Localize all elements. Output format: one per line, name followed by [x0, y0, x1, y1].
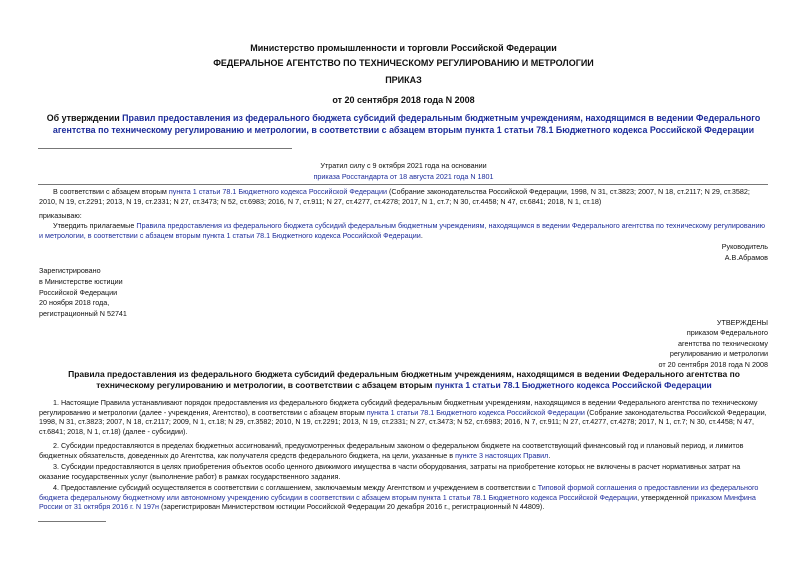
rules-title — [44, 369, 764, 391]
approve-prefix: Утвердить прилагаемые — [53, 221, 137, 230]
item-4-order-link[interactable]: приказом Минфина России от 31 октября 2016 г. N 197н — [39, 492, 756, 512]
document-type: ПРИКАЗ — [385, 75, 422, 85]
approve-end: . — [420, 230, 423, 240]
item-1-rest: (Собрание законодательства Российской Федерации, 1998, N 31, ст.3823; 2007, N 18, ст.2117; 2009, N 1, ст.18; N 29, ст.3582; 2010, N 19, ст.2291; 2013, N 19, ст.2331; N 27, ст.3473; N 52, ст.6983; 2016, N 7, ст.911; N 27, ст.4277, ст.4278; 2017, N 1, ст.7; N 30, ст.4458; N 47, ст.6841; 2018, N 1, ст.18) (далее - субсидии). — [39, 407, 767, 436]
divider-status — [38, 184, 768, 185]
item-1-link[interactable]: пункта 1 статьи 78.1 Бюджетного кодекса Российской Федерации — [366, 407, 585, 417]
order-word: приказываю: — [39, 211, 82, 220]
item-2-link[interactable]: пункте 3 настоящих Правил — [455, 450, 549, 460]
document-title — [32, 112, 775, 136]
approved-line: УТВЕРЖДЕНЫ — [716, 318, 768, 327]
registration-block — [39, 266, 259, 320]
item-4-prefix: 4. Предоставление субсидий осуществляется в соответствии с соглашением, заключаемым между Агентством и учреждением в соответствии с — [53, 483, 538, 492]
rules-item-2 — [39, 441, 769, 460]
approved-block — [528, 318, 768, 370]
item-4-mid: , утвержденной — [637, 492, 691, 502]
preamble-rest: (Собрание законодательства Российской Федерации, 1998, N 31, ст.3823; 2007, N 18, ст.2117; N 29, ст.3582; 2010, N 19, ст.2291; 2013, N 19, ст.2331; N 27, ст.3473; N 52, ст.6983; 2016, N 7, ст.911; N 27, ст.4277, ст.4278; 2017, N 1, ст.7; N 30, ст.4458; N 47, ст.6841; 2018, N 1, ст.18) — [39, 187, 750, 206]
title-prefix: Об утверждении — [46, 113, 123, 123]
item-1-prefix: 1. Настоящие Правила устанавливают порядок предоставления из федерального бюджета субсидий федеральным бюджетным учреждениям, находящимся в ведении Федерального агентства по техническому регулированию и метрологии (далее - учреждения, Агентство), в соответствии с абзацем вторым — [39, 398, 758, 417]
approve-rules-link[interactable]: Правила предоставления из федерального бюджета субсидий федеральным бюджетным учреждениям, находящимся в ведении Федерального агентства по техническому регулированию и метрологии, в соответствии с абзацем вторым пункта 1 статьи 78.1 Бюджетного кодекса Российской Федерации — [39, 221, 765, 240]
status-line: Утратил силу с 9 октября 2021 года на основании — [320, 161, 487, 170]
item-4-rest: (зарегистрирован Министерством юстиции Российской Федерации 20 декабря 2016 г., регистрационный N 44809) — [159, 502, 543, 512]
rules-title-link[interactable]: пункта 1 статьи 78.1 Бюджетного кодекса Российской Федерации — [434, 380, 712, 390]
title-rules-link[interactable]: Правил предоставления из федерального бюджета субсидий федеральным бюджетным учреждениям, находящимся в ведении Федерального агентства по техническому регулированию и метрологии, в соответствии с абзацем вторым пункта 1 статьи 78.1 Бюджетного кодекса Российской Федерации — [52, 113, 761, 135]
divider-top — [38, 148, 292, 149]
status-repeal-link[interactable]: приказа Росстандарта от 18 августа 2021 года N 1801 — [313, 172, 494, 181]
rules-title-text: Правила предоставления из федерального бюджета субсидий федеральным бюджетным учреждениям, находящимся в ведении Федерального агентства по техническому регулированию и метрологии, в соответствии с абзацем вторым — [68, 369, 740, 390]
rules-item-3: 3. Субсидии предоставляются в целях приобретения объектов особо ценного движимого имущества в части оборудования, затраты на приобретение которых не включены в расчет нормативных затрат на оказание государственных услуг (выполнение работ) в рамках государственного задания. — [39, 462, 741, 481]
agency-name: ФЕДЕРАЛЬНОЕ АГЕНТСТВО ПО ТЕХНИЧЕСКОМУ РЕГУЛИРОВАНИЮ И МЕТРОЛОГИИ — [213, 58, 594, 68]
item-4-end: . — [542, 502, 545, 512]
approved-line: регулированию и метрологии — [669, 349, 768, 359]
preamble-prefix: В соответствии с абзацем вторым — [53, 187, 169, 196]
registration-line: в Министерстве юстиции — [39, 276, 123, 286]
item-4-form-link[interactable]: Типовой формой соглашения о предоставлении из федерального бюджета федеральному бюджетному или автономному учреждению субсидии в соответствии с абзацем вторым пункта 1 статьи 78.1 Бюджетного кодекса Российской Федерации — [39, 483, 759, 502]
signature-role: Руководитель — [721, 242, 768, 251]
item-2-end: . — [548, 450, 551, 460]
status-link-wrap — [0, 172, 807, 182]
approved-line: приказом Федерального — [686, 328, 768, 338]
footnote-divider — [38, 521, 106, 522]
signature-name: А.В.Абрамов — [724, 253, 768, 262]
approve-paragraph — [39, 221, 769, 240]
registration-line: регистрационный N 52741 — [39, 309, 127, 319]
registration-line: Российской Федерации — [39, 287, 118, 297]
approved-line: агентства по техническому — [678, 338, 768, 348]
rules-item-4 — [39, 483, 769, 512]
budget-code-link[interactable]: пункта 1 статьи 78.1 Бюджетного кодекса Российской Федерации — [168, 187, 388, 196]
rules-item-1 — [39, 398, 769, 436]
registration-line: 20 ноября 2018 года, — [39, 298, 110, 308]
ministry-name: Министерство промышленности и торговли Российской Федерации — [250, 43, 557, 53]
registration-line: Зарегистрировано — [39, 266, 101, 275]
item-2-prefix: 2. Субсидии предоставляются в пределах бюджетных ассигнований, предусмотренных федеральным законом о федеральном бюджете на соответствующий финансовый год и плановый период, и лимитов бюджетных обязательств, доведенных до Агентства, как получателя средств федерального бюджета, на цели, указанные в — [39, 441, 744, 460]
approved-line: от 20 сентября 2018 года N 2008 — [658, 359, 768, 369]
preamble-paragraph — [39, 187, 769, 206]
document-date-number: от 20 сентября 2018 года N 2008 — [332, 95, 475, 105]
